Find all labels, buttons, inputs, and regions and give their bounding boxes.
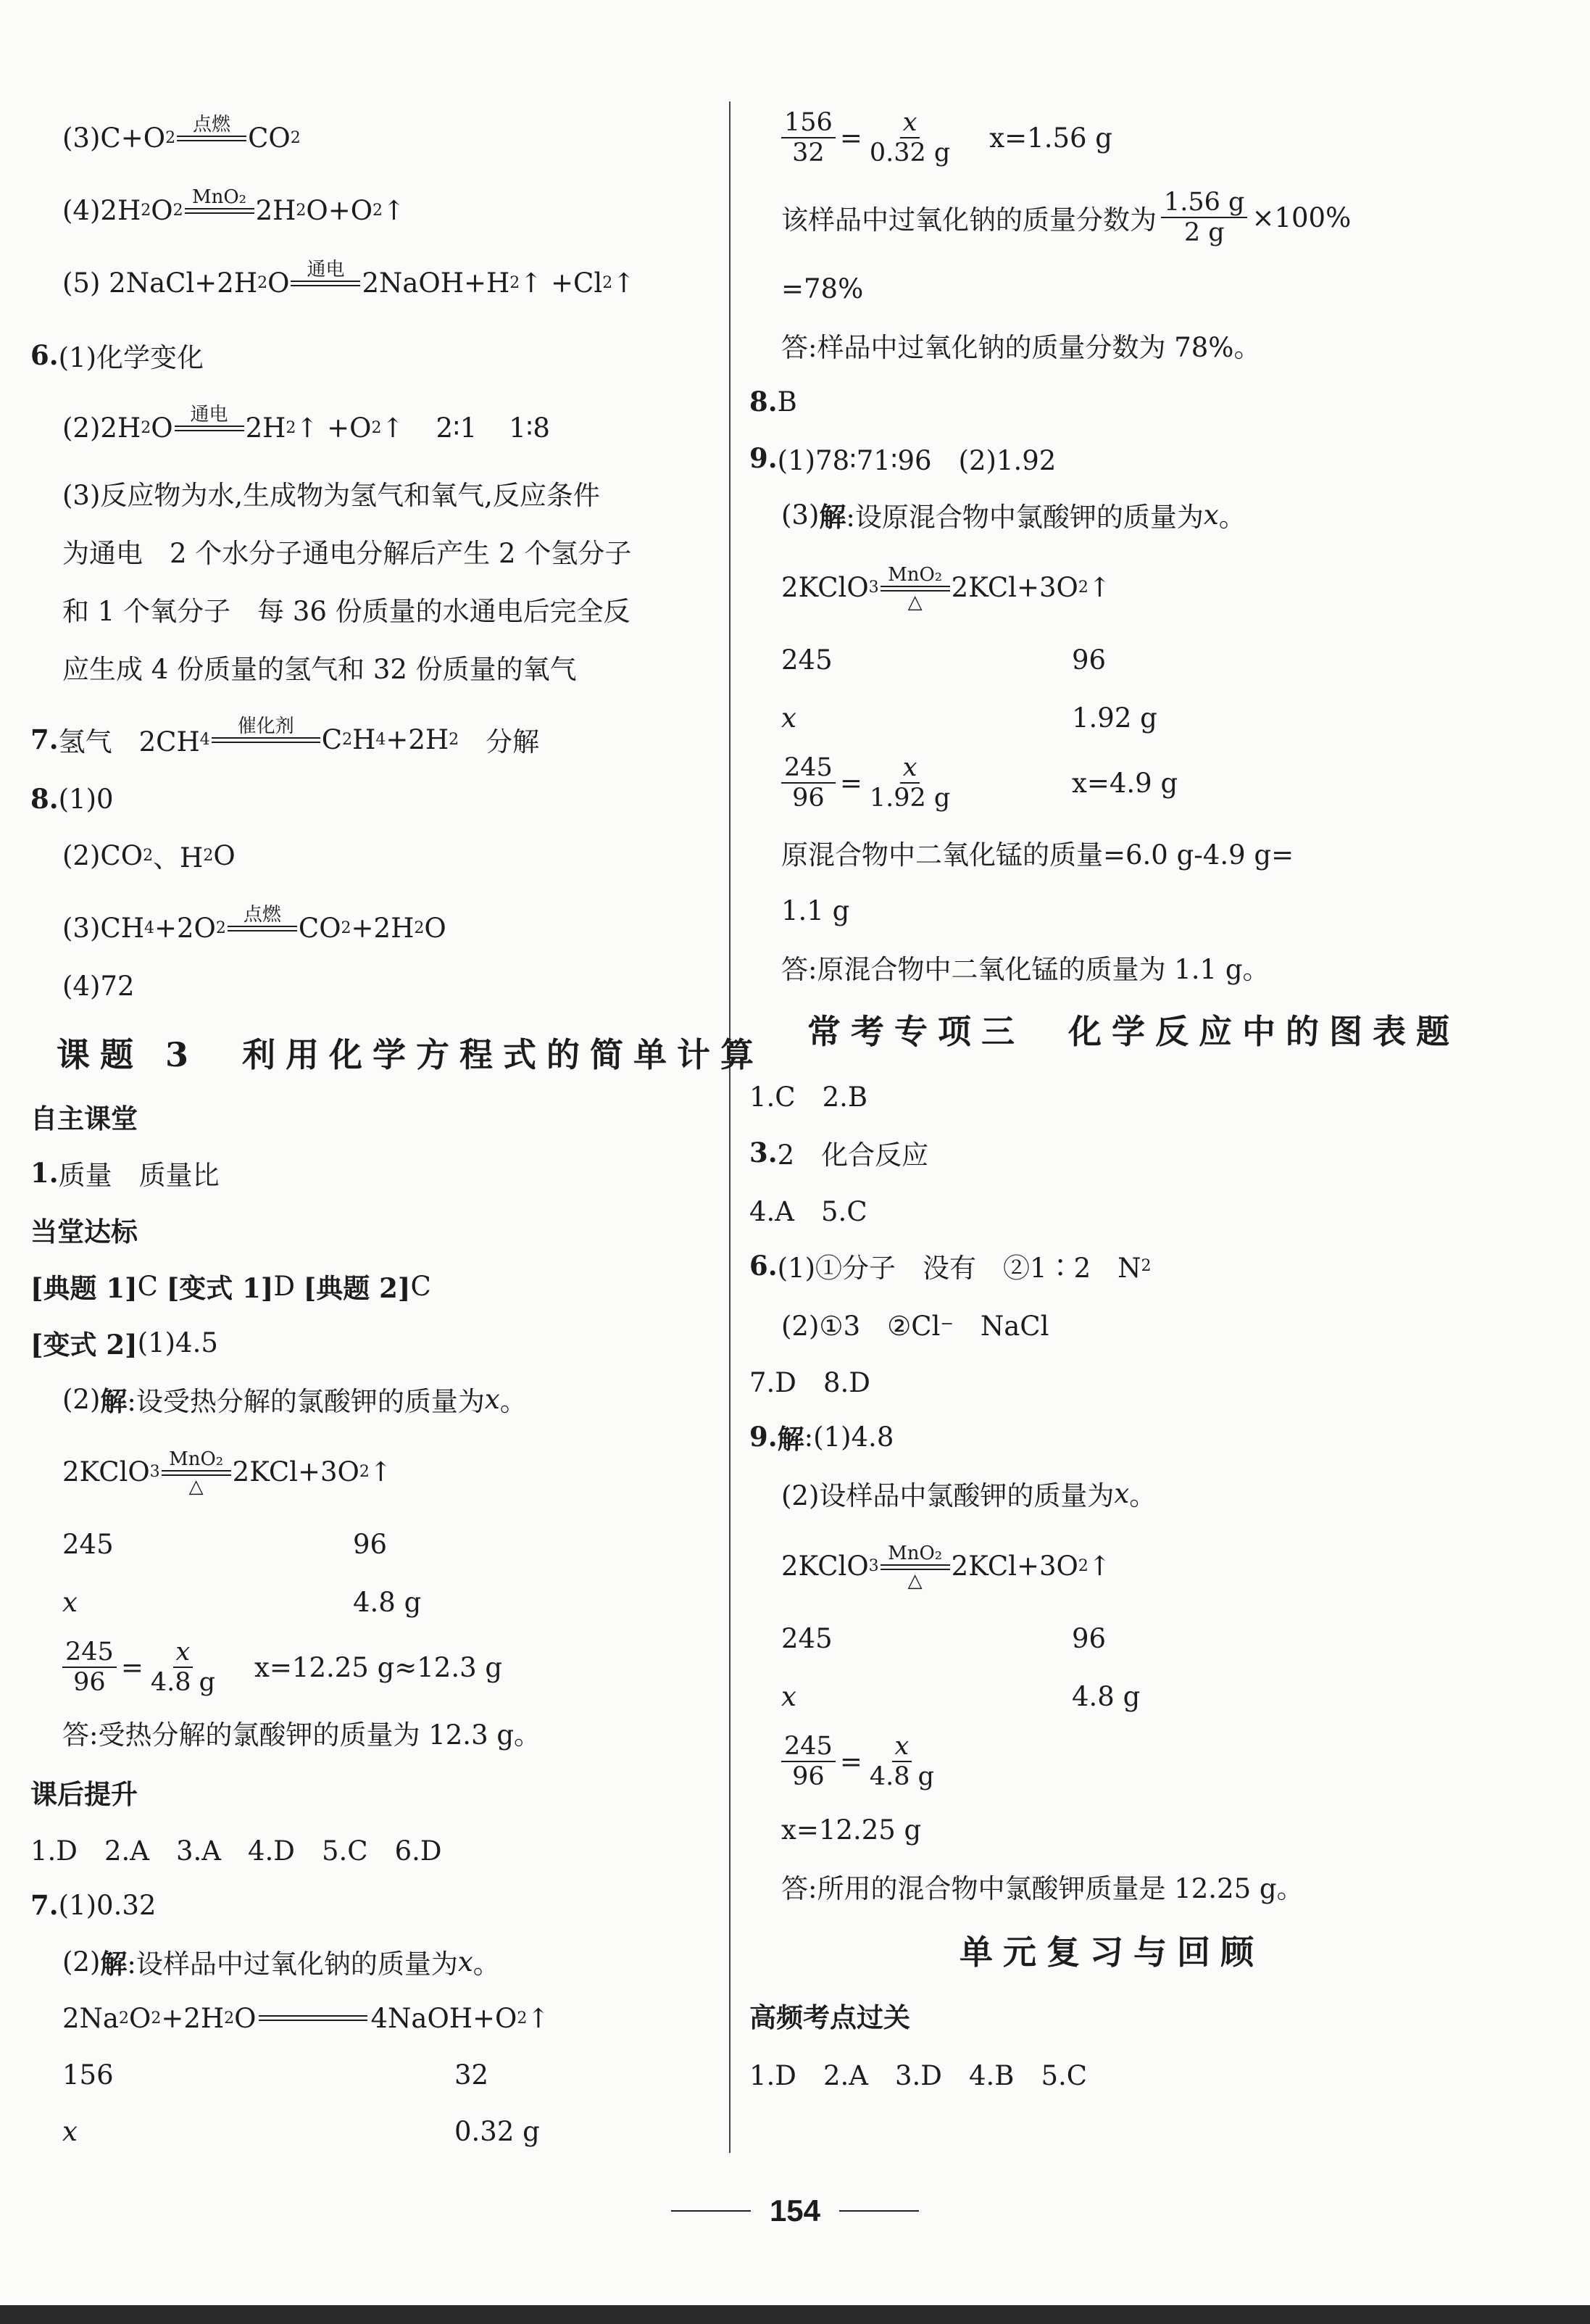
mass-ratio-row: 245 96 bbox=[781, 1622, 1107, 1654]
mass-ratio-row: 245 96 bbox=[781, 644, 1107, 676]
answer-7-1: 7. (1)0.32 bbox=[30, 1889, 157, 1921]
proportion: $\frac{245}{96}$ = $\frac{x}{4.8 g}$ x=12.25 g≈12.3 g bbox=[30, 1638, 502, 1696]
unknown-row: x 1.92 g bbox=[781, 702, 1157, 734]
equation-kclo3: 2KClO 3 MnO₂ △ 2KCl+3O 2 ↑ bbox=[781, 1543, 1111, 1592]
section-title: 单元复习与回顾 bbox=[960, 1933, 1264, 1972]
mass-ratio-row: 156 32 bbox=[62, 2059, 489, 2091]
solution-setup: (2)设样品中氯酸钾的质量为 x 。 bbox=[781, 1477, 1157, 1511]
equation-5: (5) 2NaCl+2H 2 O 通电 2NaOH+H 2 ↑ +Cl 2 ↑ bbox=[62, 259, 636, 299]
answer-8: 8. B bbox=[749, 386, 797, 418]
answer-9-1: 9. 解 :(1)4.8 bbox=[749, 1421, 894, 1455]
answer-6-3-cont: 为通电 2 个水分子通电分解后产生 2 个氢分子 bbox=[62, 538, 632, 569]
answers-1-2: 1.C 2.B bbox=[749, 1082, 868, 1113]
mass-fraction-result: =78% bbox=[781, 273, 864, 304]
answer-7: 7. 氢气 2CH 4 催化剂 C 2 H 4 +2H 2 分解 bbox=[30, 715, 540, 758]
answers-4-5: 4.A 5.C bbox=[749, 1196, 867, 1227]
mass-fraction: 该样品中过氧化钠的质量分数为 $\frac{1.56 g}{2 g}$ ×100% bbox=[781, 188, 1352, 247]
subsection-title: 自主课堂 bbox=[30, 1103, 138, 1134]
equation-4: (4)2H 2 O 2 MnO₂ 2H 2 O+O 2 ↑ bbox=[62, 186, 406, 226]
answers-1-6: 1.D 2.A 3.A 4.D 5.C 6.D bbox=[30, 1835, 442, 1867]
answer-8-3: (3)CH 4 +2O 2 点燃 CO 2 +2H 2 O bbox=[62, 904, 446, 944]
solution-setup: (2) 解 :设样品中过氧化钠的质量为 x 。 bbox=[62, 1946, 500, 1980]
variant-2: [变式 2] (1)4.5 bbox=[30, 1327, 218, 1361]
footer-rule bbox=[671, 2210, 751, 2212]
answers-7-8: 7.D 8.D bbox=[749, 1367, 870, 1398]
answer-8-1: 8. (1)0 bbox=[30, 783, 114, 815]
mass-ratio-row: 245 96 bbox=[62, 1528, 388, 1560]
equation-kclo3: 2KClO 3 MnO₂ △ 2KCl+3O 2 ↑ bbox=[781, 564, 1111, 613]
answer-6-2: (2)①3 ②Cl − NaCl bbox=[781, 1311, 1049, 1342]
page-number: 154 bbox=[769, 2194, 821, 2228]
answer-statement: 答:原混合物中二氧化锰的质量为 1.1 g。 bbox=[781, 954, 1270, 985]
scan-edge bbox=[0, 2305, 1590, 2324]
answer-8-4: (4)72 bbox=[62, 970, 135, 1002]
solution-setup: (2) 解 :设受热分解的氯酸钾的质量为 x 。 bbox=[62, 1383, 527, 1417]
answer-6-3-cont: 应生成 4 份质量的氢气和 32 份质量的氧气 bbox=[62, 654, 577, 685]
mno2-mass: 原混合物中二氧化锰的质量=6.0 g-4.9 g= bbox=[781, 839, 1294, 871]
answer-statement: 答:受热分解的氯酸钾的质量为 12.3 g。 bbox=[62, 1719, 541, 1751]
section-title: 常考专项三 化学反应中的图表题 bbox=[807, 1012, 1460, 1051]
answer-6-1: 6. (1)化学变化 bbox=[30, 339, 204, 373]
proportion: $\frac{156}{32}$ = $\frac{x}{0.32 g}$ x=1.56 g bbox=[749, 109, 1112, 167]
result: x=12.25 g bbox=[781, 1814, 922, 1846]
mno2-mass-cont: 1.1 g bbox=[781, 895, 850, 926]
page-footer bbox=[0, 2189, 1590, 2233]
unknown-row: x 4.8 g bbox=[62, 1586, 422, 1618]
answer-6-2: (2)2H 2 O 通电 2H 2 ↑ +O 2 ↑ 2∶1 1∶8 bbox=[62, 404, 550, 444]
typical-answers: [典题 1] C [变式 1] D [典题 2] C bbox=[30, 1270, 431, 1304]
proportion: $\frac{245}{96}$ = $\frac{x}{4.8 g}$ bbox=[749, 1732, 941, 1790]
footer-rule bbox=[839, 2210, 919, 2212]
subsection-title: 当堂达标 bbox=[30, 1216, 138, 1248]
equation-3: (3)C+O 2 点燃 CO 2 bbox=[62, 114, 301, 154]
unknown-row: x 4.8 g bbox=[781, 1680, 1141, 1712]
answer-9: 9. (1)78∶71∶96 (2)1.92 bbox=[749, 442, 1057, 476]
answer-statement: 答:所用的混合物中氯酸钾质量是 12.25 g。 bbox=[781, 1873, 1304, 1904]
subsection-title: 高频考点过关 bbox=[749, 2001, 910, 2033]
section-title: 课题 3 利用化学方程式的简单计算 bbox=[57, 1035, 765, 1074]
answer-8-2: (2)CO 2 、H 2 O bbox=[62, 839, 236, 873]
answer-6-3: (3)反应物为水,生成物为氢气和氧气,反应条件 bbox=[62, 480, 600, 511]
answer-statement: 答:样品中过氧化钠的质量分数为 78%。 bbox=[781, 332, 1261, 363]
subsection-title: 课后提升 bbox=[30, 1778, 138, 1810]
equation-na2o2: 2Na 2 O 2 +2H 2 O 4NaOH+O 2 ↑ bbox=[62, 2002, 550, 2034]
answers-1-5: 1.D 2.A 3.D 4.B 5.C bbox=[749, 2060, 1088, 2091]
proportion: $\frac{245}{96}$ = $\frac{x}{1.92 g}$ x=4.9 g bbox=[749, 754, 1506, 812]
answer-3: 3. 2 化合反应 bbox=[749, 1137, 929, 1171]
answer-1: 1. 质量 质量比 bbox=[30, 1157, 220, 1191]
solution-setup: (3) 解 :设原混合物中氯酸钾的质量为 x 。 bbox=[781, 499, 1246, 533]
answer-6-1: 6. (1)①分子 没有 ②1∶2 N 2 bbox=[749, 1250, 1152, 1284]
column-divider bbox=[729, 101, 731, 2153]
answer-6-3-cont: 和 1 个氧分子 每 36 份质量的水通电后完全反 bbox=[62, 596, 630, 627]
equation-kclo3: 2KClO 3 MnO₂ △ 2KCl+3O 2 ↑ bbox=[62, 1448, 392, 1498]
unknown-row: x 0.32 g bbox=[62, 2115, 540, 2147]
